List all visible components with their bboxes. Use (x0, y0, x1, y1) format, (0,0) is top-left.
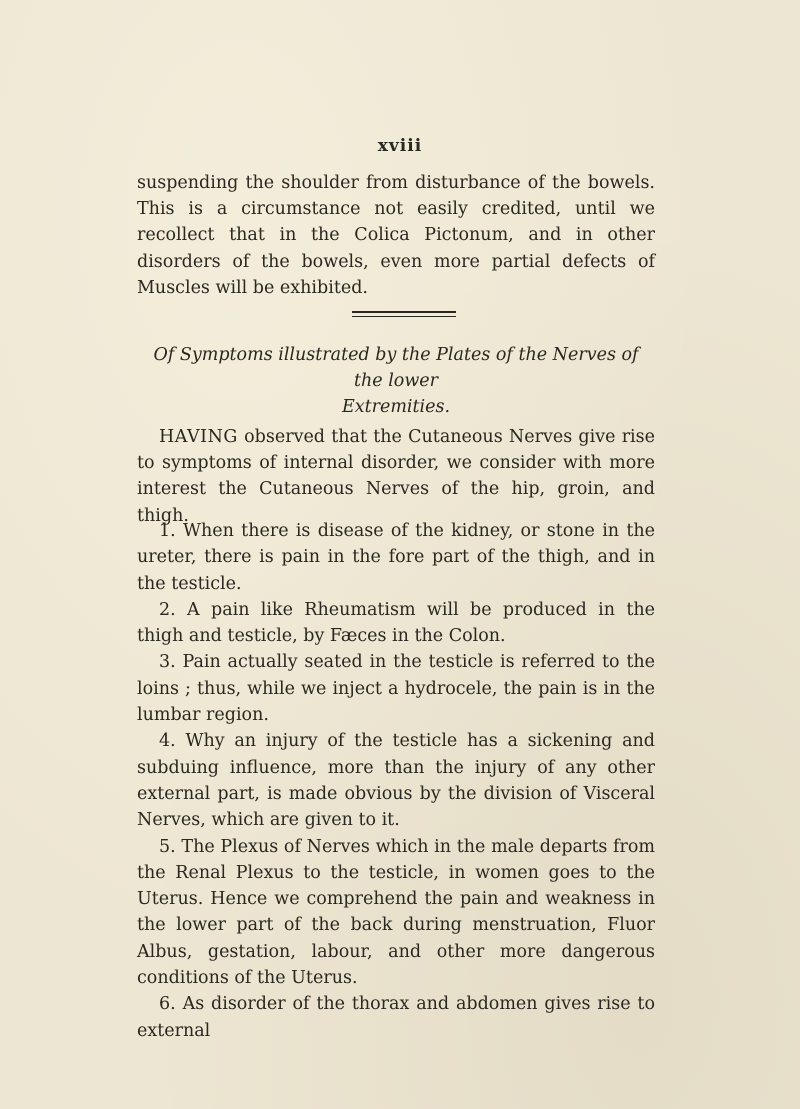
list-item (137, 991, 655, 1044)
list-item-number: 6. (159, 994, 176, 1015)
section-heading (137, 342, 655, 420)
list-item-text: The Plexus of Nerves which in the male departs from the Renal Plexus to the testicle, in women goes to the Uterus. Hence we comprehend the pain and weakness in the lower part of the back during menstruation, Fluor Albus, gestation, labour, and other more dangerous conditions of the Uterus. (137, 836, 655, 989)
list-item-text: When there is disease of the kidney, or stone in the ureter, there is pain in the fore part of the thigh, and in the testicle. (137, 521, 655, 594)
opening-word: HAVING (159, 427, 238, 447)
list-item (137, 649, 655, 728)
list-item-number: 2. (159, 599, 176, 620)
symptom-list (137, 518, 655, 1044)
list-item (137, 597, 655, 650)
list-item (137, 834, 655, 992)
section-heading-line1: Of Symptoms illustrated by the Plates of the Nerves of the lower (153, 345, 639, 391)
list-item-text: As disorder of the thorax and abdomen gives rise to external (137, 994, 655, 1041)
opening-paragraph (137, 424, 655, 529)
list-item-text: A pain like Rheumatism will be produced in the thigh and testicle, by Fæces in the Colon. (137, 599, 655, 647)
list-item (137, 728, 655, 833)
list-item-text: Why an injury of the testicle has a sickening and subduing influence, more than the injury of any other external part, is made obvious by the division of Visceral Nerves, which are given to it. (137, 731, 655, 831)
opening-text: observed that the Cutaneous Nerves give rise to symptoms of internal disorder, we consider with more interest the Cutaneous Nerves of the hip, groin, and thigh. (137, 427, 655, 526)
list-item-text: Pain actually seated in the testicle is referred to the loins ; thus, while we inject a hydrocele, the pain is in the lumbar region. (137, 652, 655, 726)
list-item-number: 4. (159, 731, 176, 752)
page-number: xviii (377, 136, 423, 156)
section-divider (352, 311, 456, 317)
list-item-number: 1. (159, 521, 176, 541)
list-item (137, 518, 655, 597)
section-heading-line2: Extremities. (341, 397, 451, 417)
list-item-number: 5. (159, 836, 176, 857)
intro-paragraph: suspending the shoulder from disturbance of the bowels. This is a circumstance not easily credited, until we recollect that in the Colica Pictonum, and in other disorders of the bowels, even more partial defects of Muscles will be exhibited. (137, 173, 655, 298)
list-item-number: 3. (159, 652, 176, 673)
